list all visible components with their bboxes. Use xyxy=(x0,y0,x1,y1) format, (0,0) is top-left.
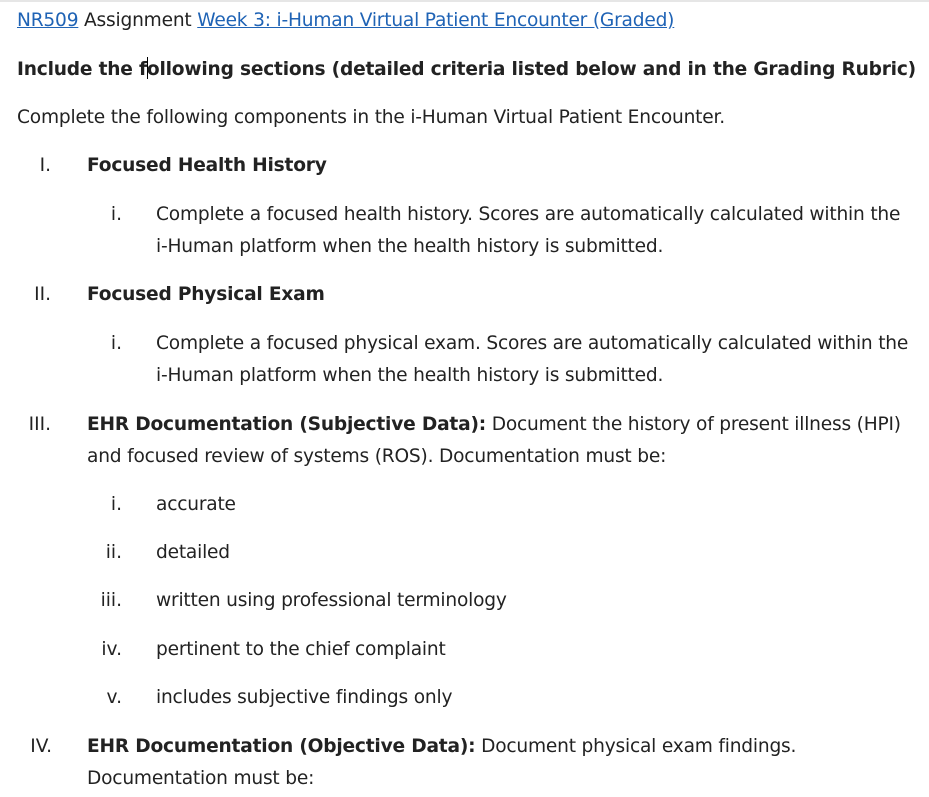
intro-paragraph: Complete the following components in the i-Human Virtual Patient Encounter. xyxy=(17,107,725,128)
assignment-link[interactable]: Week 3: i-Human Virtual Patient Encounter (Graded) xyxy=(197,10,675,31)
item-text-line-1: Complete a focused physical exam. Scores are automatically calculated within the xyxy=(156,333,909,354)
criteria-item: written using professional terminology xyxy=(156,590,507,611)
item-numeral: i. xyxy=(110,494,122,515)
item-numeral: v. xyxy=(106,687,122,708)
section-title: EHR Documentation (Subjective Data): xyxy=(87,414,486,435)
criteria-item: detailed xyxy=(156,542,230,563)
item-numeral: iii. xyxy=(100,590,122,611)
item-numeral: iv. xyxy=(101,639,122,660)
section-heading-line xyxy=(87,735,796,759)
item-numeral: i. xyxy=(110,204,122,225)
criteria-item: pertinent to the chief complaint xyxy=(156,639,446,660)
item-text-line-2: i-Human platform when the health history is submitted. xyxy=(156,365,664,386)
section-numeral: II. xyxy=(34,284,51,305)
item-text-line-2: i-Human platform when the health history is submitted. xyxy=(156,236,664,257)
include-heading-part-a: Include the f xyxy=(17,59,147,80)
section-numeral: IV. xyxy=(30,736,52,757)
section-numeral: I. xyxy=(39,155,51,176)
section-numeral: III. xyxy=(28,414,51,435)
item-numeral: ii. xyxy=(105,542,122,563)
assignment-word: Assignment xyxy=(78,10,198,31)
criteria-item: includes subjective findings only xyxy=(156,687,453,708)
section-description-line-2: Documentation must be: xyxy=(87,768,315,789)
assignment-header xyxy=(17,9,674,33)
section-description: Document the history of present illness (HPI) xyxy=(486,414,901,435)
item-numeral: i. xyxy=(110,333,122,354)
include-heading xyxy=(17,57,916,82)
section-title: Focused Physical Exam xyxy=(87,284,325,305)
include-heading-part-b: ollowing sections (detailed criteria listed below and in the Grading Rubric) xyxy=(146,59,916,80)
section-heading-line xyxy=(87,413,901,437)
section-title: EHR Documentation (Objective Data): xyxy=(87,736,476,757)
top-divider xyxy=(0,0,929,2)
course-link[interactable]: NR509 xyxy=(17,10,79,31)
section-description: Document physical exam findings. xyxy=(475,736,797,757)
item-text-line-1: Complete a focused health history. Scores are automatically calculated within the xyxy=(156,204,901,225)
section-title: Focused Health History xyxy=(87,155,327,176)
criteria-item: accurate xyxy=(156,494,236,515)
section-description-line-2: and focused review of systems (ROS). Documentation must be: xyxy=(87,446,667,467)
